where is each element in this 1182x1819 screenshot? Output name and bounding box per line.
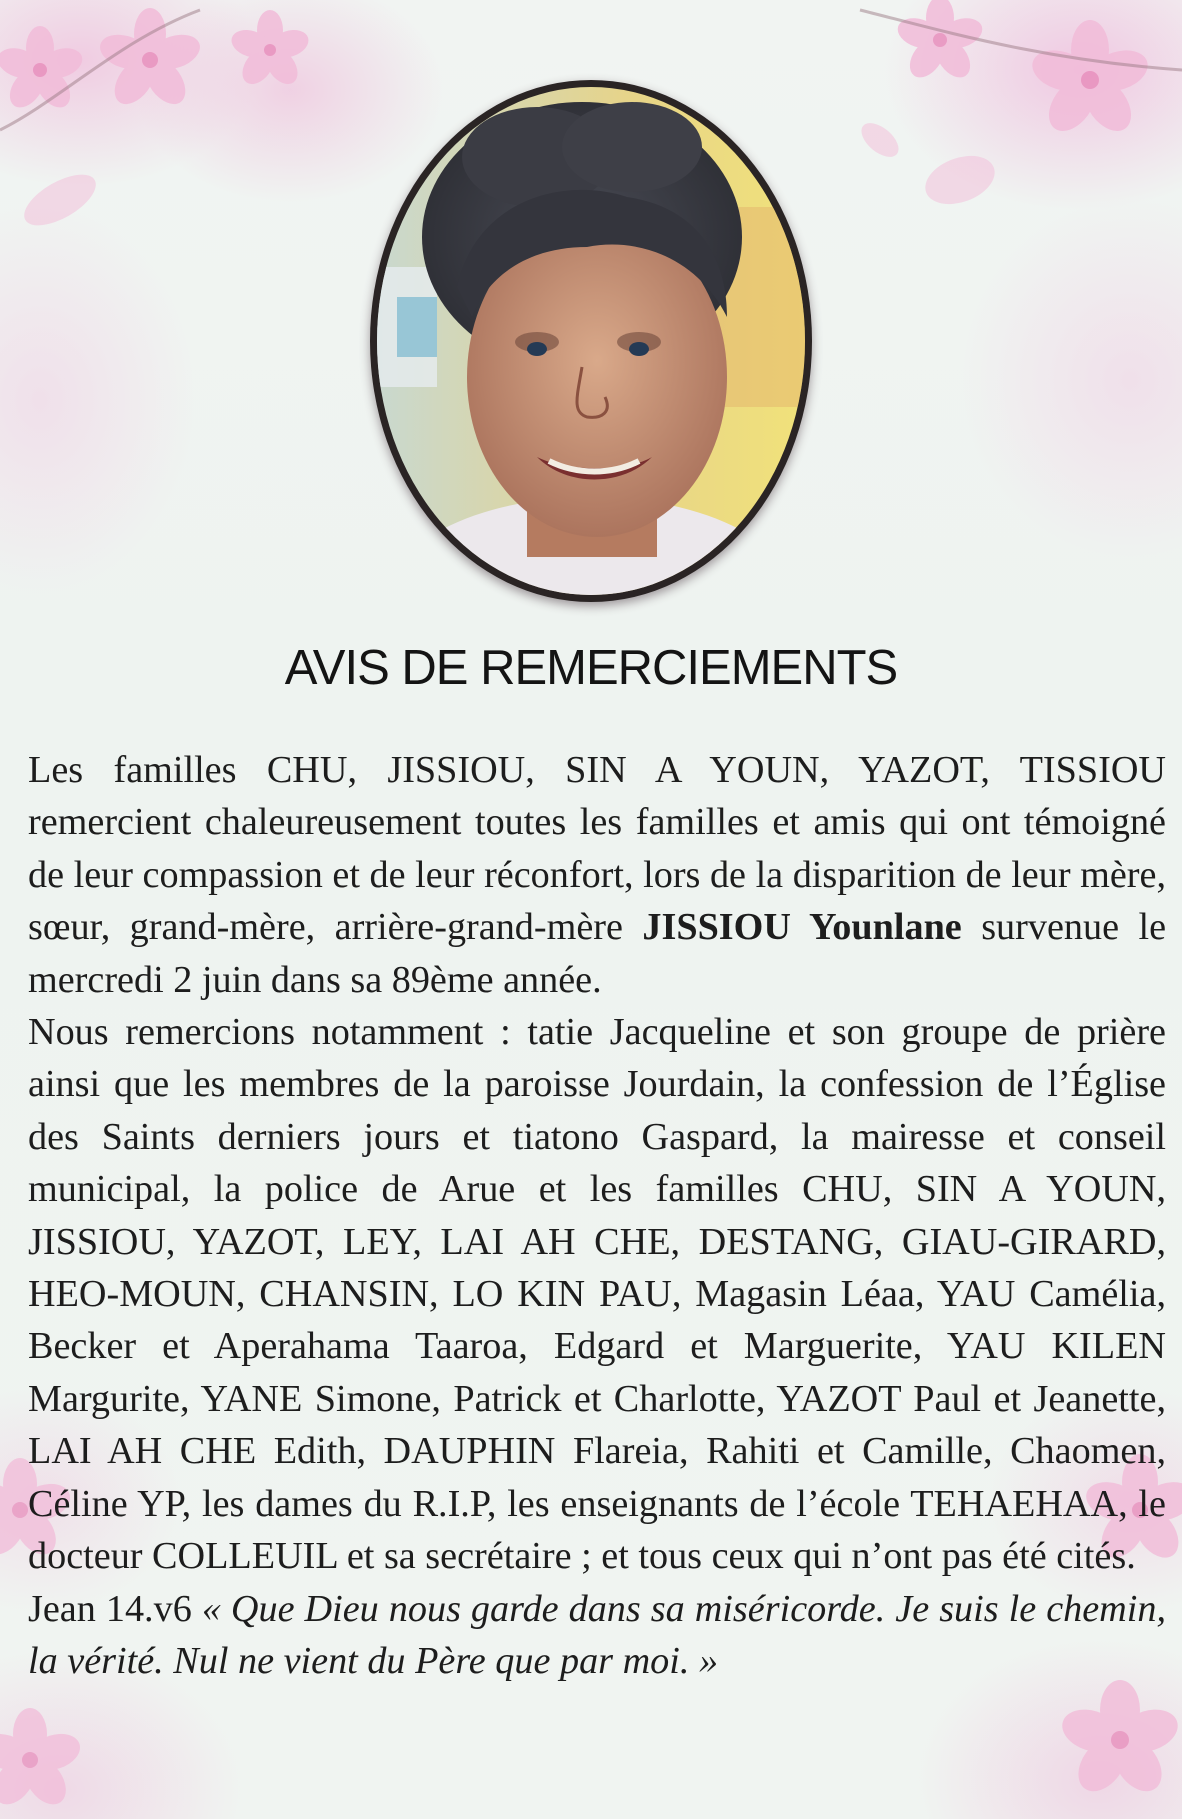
families-thanks-text: Les familles CHU, JISSIOU, SIN A YOUN, YAZOT, TISSIOU remercient chaleureusement toutes les familles et amis qui ont témoigné de leur compassion et de leur réconfort, lors de la disparition de leur mère, sœur, grand-mère, arrière-grand-mère xyxy=(28,749,1166,949)
portrait-image xyxy=(377,87,805,595)
verse-reference: Jean 14.v6 xyxy=(28,1587,192,1630)
cherry-blossom-decoration-top-right xyxy=(820,0,1182,300)
acknowledgements-paragraph: Nous remercions notamment : tatie Jacqueline et son groupe de prière ainsi que les membres de la paroisse Jourdain, la confession de l’Église des Saints derniers jours et tiatono Gaspard, la mairesse et conseil municipal, la police de Arue et les familles CHU, SIN A YOUN, JISSIOU, YAZOT, LEY, LAI AH CHE, DESTANG, GIAU-GIRARD, HEO-MOUN, CHANSIN, LO KIN PAU, Magasin Léaa, YAU Camélia, Becker et Aperahama Taaroa, Edgard et Marguerite, YAU KILEN Margurite, YANE Simone, Patrick et Charlotte, YAZOT Paul et Jeanette, LAI AH CHE Edith, DAUPHIN Flareia, Rahiti et Camille, Chaomen, Céline YP, les dames du R.I.P, les enseignants de l’école TEHAEHAA, le docteur COLLEUIL et sa secrétaire ; et tous ceux qui n’ont pas été cités. xyxy=(28,1011,1166,1578)
notice-body xyxy=(28,744,1166,1687)
cherry-blossom-decoration-top-left xyxy=(0,0,420,260)
verse-quote: « Que Dieu nous garde dans sa miséricorde. Je suis le chemin, la vérité. Nul ne vient du Père que par moi. » xyxy=(28,1587,1167,1682)
portrait-frame xyxy=(370,80,812,602)
portrait-photo xyxy=(377,87,805,595)
deceased-name: JISSIOU Younlane xyxy=(642,906,962,949)
notice-title: AVIS DE REMERCIEMENTS xyxy=(284,641,898,695)
thanks-paragraph xyxy=(28,744,1166,1006)
bible-verse xyxy=(28,1583,1166,1688)
death-date-text: survenue le mercredi 2 juin dans sa 89ème année. xyxy=(28,906,1167,1001)
